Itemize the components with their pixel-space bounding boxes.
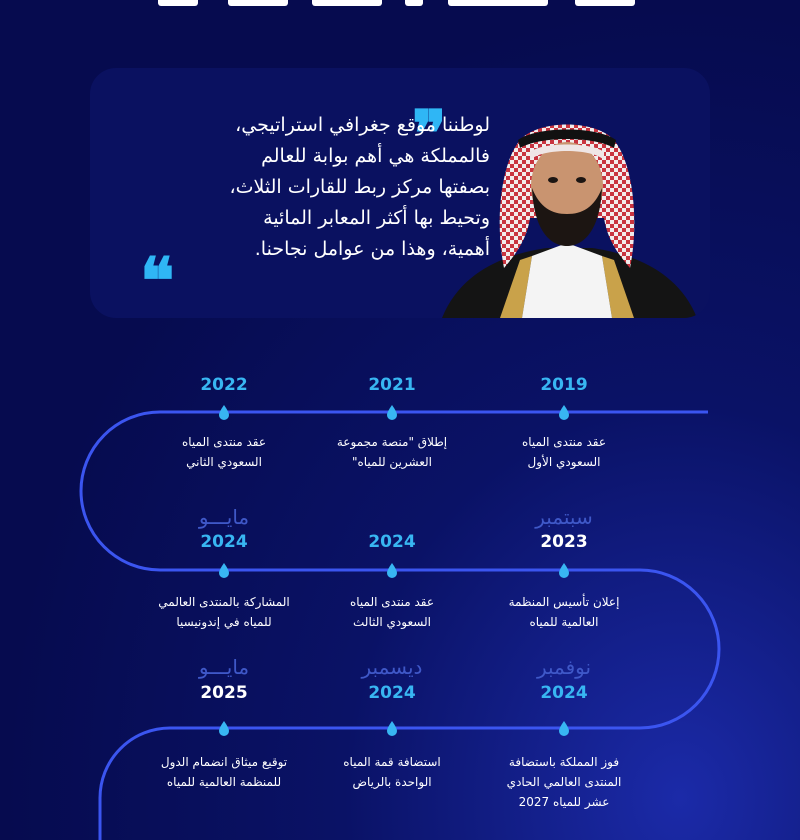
milestone-year: 2021 bbox=[368, 375, 416, 395]
milestone-event bbox=[129, 432, 319, 472]
timeline-drop-icon bbox=[387, 405, 397, 420]
milestone-year: 2019 bbox=[540, 375, 588, 395]
milestone-year: 2022 bbox=[200, 375, 248, 395]
timeline-drop-icon bbox=[219, 563, 229, 578]
milestone-year: 2025 bbox=[200, 683, 248, 703]
event-line: السعودي الثالث bbox=[353, 615, 431, 629]
event-line: إعلان تأسيس المنظمة bbox=[508, 595, 620, 609]
quote-line: فالمملكة هي أهم بوابة للعالم bbox=[261, 145, 490, 167]
event-line: للمنظمة العالمية للمياه bbox=[166, 775, 282, 789]
milestone-month: نوفمبر bbox=[536, 655, 592, 679]
event-line: فوز المملكة باستضافة bbox=[508, 755, 620, 769]
timeline-drop-icon bbox=[559, 721, 569, 736]
event-line: الواحدة بالرياض bbox=[352, 775, 432, 789]
quote-line: وتحيط بها أكثر المعابر المائية bbox=[263, 207, 490, 229]
milestone-month: ديسمبر bbox=[361, 655, 423, 679]
milestone-year: 2024 bbox=[368, 683, 416, 703]
milestone-month: مايـــو bbox=[198, 655, 250, 679]
open-quote-icon: ❞ bbox=[412, 97, 447, 172]
quote-line: أهمية، وهذا من عوامل نجاحنا. bbox=[254, 238, 490, 260]
milestone-year: 2024 bbox=[200, 532, 248, 552]
event-line: عقد منتدى المياه bbox=[349, 595, 434, 609]
timeline-drop-icon bbox=[387, 563, 397, 578]
milestone-event bbox=[129, 752, 319, 792]
event-line: السعودي الثاني bbox=[186, 455, 262, 469]
event-line: عقد منتدى المياه bbox=[181, 435, 266, 449]
event-line: عقد منتدى المياه bbox=[521, 435, 606, 449]
timeline-drop-icon bbox=[559, 563, 569, 578]
milestone-year: 2024 bbox=[368, 532, 416, 552]
quote-line: بصفتها مركز ربط للقارات الثلاث، bbox=[229, 176, 490, 198]
event-line: المشاركة بالمنتدى العالمي bbox=[158, 595, 290, 609]
milestone-event bbox=[469, 592, 659, 632]
milestone-event bbox=[297, 752, 487, 792]
event-line: إطلاق "منصة مجموعة bbox=[336, 435, 448, 449]
event-line: استضافة قمة المياه bbox=[343, 755, 441, 769]
milestone-event bbox=[297, 592, 487, 632]
milestone-event bbox=[129, 592, 319, 632]
milestone-month: مايـــو bbox=[198, 505, 250, 529]
event-line: المنتدى العالمي الحادي bbox=[506, 775, 622, 789]
milestone-year: 2023 bbox=[540, 532, 588, 552]
milestone-month: سبتمبر bbox=[535, 505, 593, 529]
event-line: السعودي الأول bbox=[527, 455, 601, 469]
milestone-event bbox=[469, 752, 659, 812]
milestone-event bbox=[469, 432, 659, 472]
quote-line: لوطننا موقع جغرافي استراتيجي، bbox=[235, 114, 490, 136]
event-line: للمياه في إندونيسيا bbox=[176, 615, 272, 629]
event-line: عشر للمياه 2027 bbox=[518, 795, 610, 809]
close-quote-icon: ❝ bbox=[140, 244, 175, 318]
event-line: توقيع ميثاق انضمام الدول bbox=[160, 755, 288, 769]
timeline-drop-icon bbox=[219, 405, 229, 420]
milestone-year: 2024 bbox=[540, 683, 588, 703]
timeline-drop-icon bbox=[559, 405, 569, 420]
milestone-event bbox=[297, 432, 487, 472]
timeline-drop-icon bbox=[387, 721, 397, 736]
event-line: العالمية للمياه bbox=[529, 615, 599, 629]
timeline-drop-icon bbox=[219, 721, 229, 736]
event-line: العشرين للمياه" bbox=[351, 455, 433, 469]
